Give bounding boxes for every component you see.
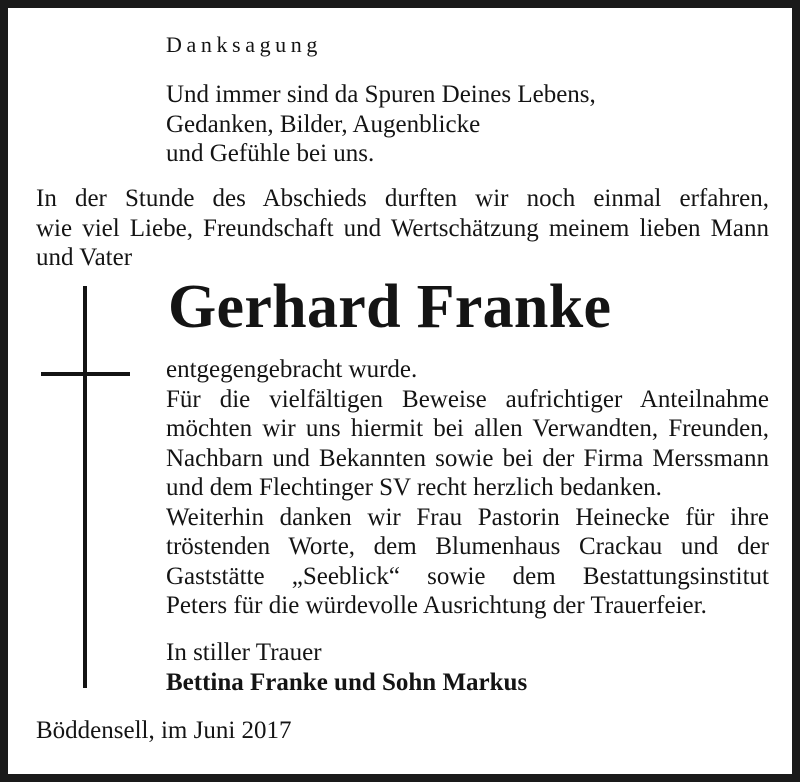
body-line: Für die vielfältigen Beweise aufrichtiger Anteilnahme: [166, 385, 769, 413]
memorial-quote: [166, 80, 596, 169]
intro-line: wie viel Liebe, Freundschaft und Wertschätzung meinem lieben Mann: [36, 214, 769, 242]
closing-block: [166, 638, 527, 697]
body-line: Nachbarn und Bekannten sowie bei der Firma Merssmann: [166, 444, 769, 472]
cross-icon-bar: [41, 372, 130, 376]
body-line: Weiterhin danken wir Frau Pastorin Heinecke für ihre: [166, 503, 769, 531]
body-line: entgegengebracht wurde.: [166, 356, 418, 383]
body-line: möchten wir uns hiermit bei allen Verwandten, Freunden,: [166, 415, 769, 442]
body-line: tröstenden Worte, dem Blumenhaus Crackau und der: [166, 533, 769, 560]
place-date: Böddensell, im Juni 2017: [36, 717, 292, 744]
thanks-paragraph: [166, 355, 769, 621]
quote-line: und Gefühle bei uns.: [166, 140, 375, 167]
body-line: Peters für die würdevolle Ausrichtung der Trauerfeier.: [166, 592, 707, 619]
intro-paragraph: [36, 184, 769, 273]
closing-phrase: In stiller Trauer: [166, 639, 322, 666]
cross-icon: [83, 286, 87, 688]
signers: Bettina Franke und Sohn Markus: [166, 668, 528, 696]
notice-heading: Danksagung: [166, 32, 322, 57]
intro-line: und Vater: [36, 244, 133, 271]
quote-line: Gedanken, Bilder, Augenblicke: [166, 110, 481, 138]
deceased-name: Gerhard Franke: [168, 273, 612, 341]
body-line: und dem Flechtinger SV recht herzlich bedanken.: [166, 474, 662, 501]
body-line: Gaststätte „Seeblick“ sowie dem Bestattungsinstitut: [166, 562, 769, 590]
intro-line: In der Stunde des Abschieds durften wir noch einmal erfahren,: [36, 185, 769, 212]
quote-line: Und immer sind da Spuren Deines Lebens,: [166, 81, 596, 108]
